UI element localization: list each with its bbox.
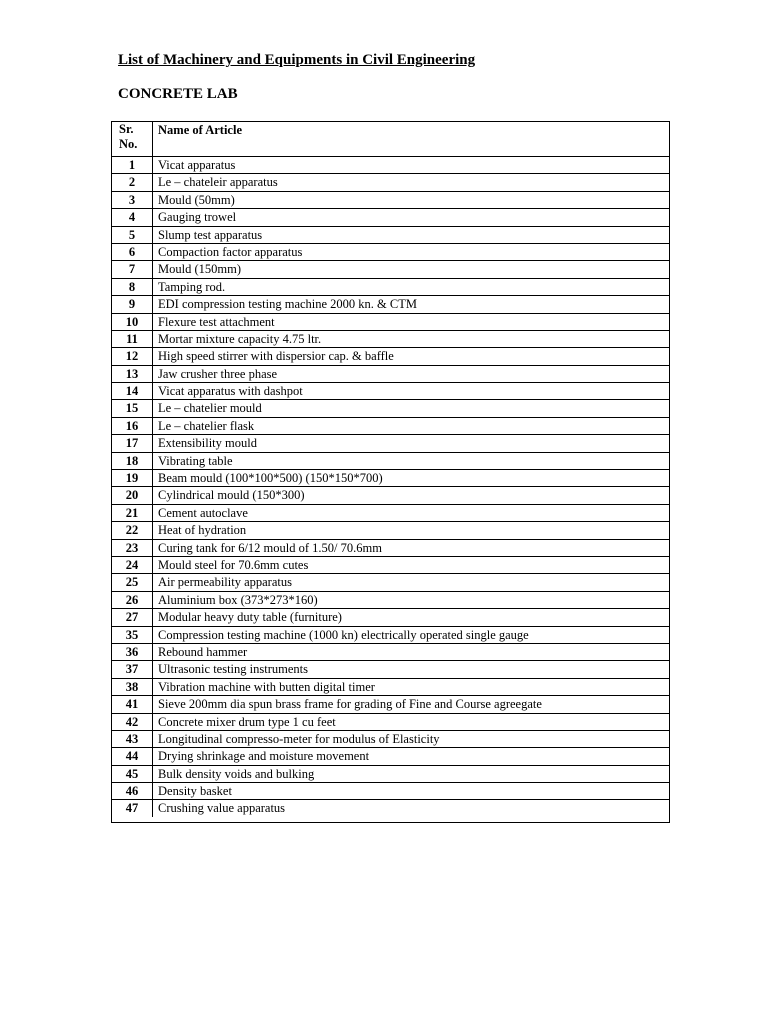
table-row xyxy=(112,435,669,452)
article-name-cell: EDI compression testing machine 2000 kn. & CTM xyxy=(153,296,670,313)
table-row xyxy=(112,313,669,330)
article-name-cell: Compression testing machine (1000 kn) electrically operated single gauge xyxy=(153,626,670,643)
article-name-cell: Mortar mixture capacity 4.75 ltr. xyxy=(153,330,670,347)
table-row xyxy=(112,626,669,643)
table-row xyxy=(112,278,669,295)
article-name-cell: Cylindrical mould (150*300) xyxy=(153,487,670,504)
article-name-cell: Mould (150mm) xyxy=(153,261,670,278)
sr-no-cell: 10 xyxy=(112,313,153,330)
table-row xyxy=(112,191,669,208)
table-row xyxy=(112,661,669,678)
sr-no-cell: 24 xyxy=(112,556,153,573)
article-name-cell: Heat of hydration xyxy=(153,522,670,539)
table-row xyxy=(112,383,669,400)
equipment-table-container xyxy=(111,121,670,823)
sr-no-cell: 4 xyxy=(112,209,153,226)
header-sr-no: Sr. No. xyxy=(112,122,153,157)
table-row xyxy=(112,452,669,469)
equipment-table xyxy=(112,122,669,817)
table-row xyxy=(112,487,669,504)
article-name-cell: Vicat apparatus xyxy=(153,157,670,174)
article-name-cell: Vibration machine with butten digital timer xyxy=(153,678,670,695)
sr-no-cell: 8 xyxy=(112,278,153,295)
table-row xyxy=(112,296,669,313)
article-name-cell: Air permeability apparatus xyxy=(153,574,670,591)
article-name-cell: Drying shrinkage and moisture movement xyxy=(153,748,670,765)
table-row xyxy=(112,783,669,800)
article-name-cell: Cement autoclave xyxy=(153,504,670,521)
header-row xyxy=(112,122,669,157)
sr-no-cell: 43 xyxy=(112,730,153,747)
sr-no-cell: 37 xyxy=(112,661,153,678)
sr-no-cell: 25 xyxy=(112,574,153,591)
sr-no-cell: 14 xyxy=(112,383,153,400)
table-row xyxy=(112,539,669,556)
table-row xyxy=(112,243,669,260)
sr-no-cell: 13 xyxy=(112,365,153,382)
table-row xyxy=(112,417,669,434)
sr-no-cell: 47 xyxy=(112,800,153,817)
sr-no-cell: 27 xyxy=(112,609,153,626)
table-row xyxy=(112,556,669,573)
article-name-cell: Beam mould (100*100*500) (150*150*700) xyxy=(153,470,670,487)
article-name-cell: Gauging trowel xyxy=(153,209,670,226)
sr-no-cell: 20 xyxy=(112,487,153,504)
article-name-cell: Concrete mixer drum type 1 cu feet xyxy=(153,713,670,730)
table-row xyxy=(112,157,669,174)
sr-no-cell: 7 xyxy=(112,261,153,278)
article-name-cell: Extensibility mould xyxy=(153,435,670,452)
article-name-cell: Density basket xyxy=(153,783,670,800)
sr-no-cell: 26 xyxy=(112,591,153,608)
table-row xyxy=(112,713,669,730)
sr-no-cell: 12 xyxy=(112,348,153,365)
sr-no-cell: 11 xyxy=(112,330,153,347)
article-name-cell: Le – chatelier flask xyxy=(153,417,670,434)
sr-no-cell: 42 xyxy=(112,713,153,730)
sr-no-cell: 19 xyxy=(112,470,153,487)
article-name-cell: Ultrasonic testing instruments xyxy=(153,661,670,678)
article-name-cell: Vicat apparatus with dashpot xyxy=(153,383,670,400)
article-name-cell: Tamping rod. xyxy=(153,278,670,295)
sr-no-cell: 15 xyxy=(112,400,153,417)
article-name-cell: Mould steel for 70.6mm cutes xyxy=(153,556,670,573)
table-row xyxy=(112,696,669,713)
article-name-cell: Vibrating table xyxy=(153,452,670,469)
table-row xyxy=(112,748,669,765)
table-row xyxy=(112,400,669,417)
article-name-cell: Rebound hammer xyxy=(153,643,670,660)
sr-no-cell: 5 xyxy=(112,226,153,243)
sr-no-cell: 1 xyxy=(112,157,153,174)
document-title: List of Machinery and Equipments in Civil Engineering xyxy=(118,52,476,68)
table-row xyxy=(112,678,669,695)
section-title: CONCRETE LAB xyxy=(118,86,238,102)
sr-no-cell: 23 xyxy=(112,539,153,556)
article-name-cell: Modular heavy duty table (furniture) xyxy=(153,609,670,626)
sr-no-cell: 21 xyxy=(112,504,153,521)
article-name-cell: Crushing value apparatus xyxy=(158,801,286,816)
article-name-cell: Aluminium box (373*273*160) xyxy=(153,591,670,608)
table-row xyxy=(112,365,669,382)
article-name-cell: Slump test apparatus xyxy=(153,226,670,243)
table-row xyxy=(112,174,669,191)
table-header xyxy=(112,122,669,157)
article-name-cell: Flexure test attachment xyxy=(153,313,670,330)
header-name-of-article: Name of Article xyxy=(153,122,670,157)
table-row xyxy=(112,522,669,539)
table-row xyxy=(112,800,669,817)
sr-no-cell: 3 xyxy=(112,191,153,208)
table-row xyxy=(112,261,669,278)
article-name-cell: Curing tank for 6/12 mould of 1.50/ 70.6mm xyxy=(153,539,670,556)
sr-no-cell: 35 xyxy=(112,626,153,643)
article-name-cell: Le – chateleir apparatus xyxy=(153,174,670,191)
article-name-cell: High speed stirrer with dispersior cap. & baffle xyxy=(153,348,670,365)
article-name-cell: Sieve 200mm dia spun brass frame for grading of Fine and Course agreegate xyxy=(153,696,670,713)
article-name-cell: Mould (50mm) xyxy=(153,191,670,208)
sr-no-cell: 45 xyxy=(112,765,153,782)
article-name-cell: Le – chatelier mould xyxy=(153,400,670,417)
sr-no-cell: 22 xyxy=(112,522,153,539)
table-row xyxy=(112,609,669,626)
table-row xyxy=(112,330,669,347)
article-name-cell: Bulk density voids and bulking xyxy=(153,765,670,782)
table-row xyxy=(112,730,669,747)
sr-no-cell: 46 xyxy=(112,783,153,800)
table-row xyxy=(112,643,669,660)
table-row xyxy=(112,574,669,591)
sr-no-cell: 41 xyxy=(112,696,153,713)
table-row xyxy=(112,765,669,782)
sr-no-cell: 6 xyxy=(112,243,153,260)
sr-no-cell: 18 xyxy=(112,452,153,469)
table-row xyxy=(112,209,669,226)
article-name-cell: Jaw crusher three phase xyxy=(153,365,670,382)
table-row xyxy=(112,348,669,365)
sr-no-cell: 36 xyxy=(112,643,153,660)
table-row xyxy=(112,591,669,608)
sr-no-cell: 44 xyxy=(112,748,153,765)
table-body xyxy=(112,157,669,817)
article-name-cell: Compaction factor apparatus xyxy=(153,243,670,260)
sr-no-cell: 16 xyxy=(112,417,153,434)
sr-no-cell: 2 xyxy=(112,174,153,191)
table-row xyxy=(112,504,669,521)
sr-no-cell: 17 xyxy=(112,435,153,452)
table-row xyxy=(112,226,669,243)
sr-no-cell: 38 xyxy=(112,678,153,695)
table-row xyxy=(112,470,669,487)
sr-no-cell: 9 xyxy=(112,296,153,313)
article-name-cell: Longitudinal compresso-meter for modulus of Elasticity xyxy=(153,730,670,747)
